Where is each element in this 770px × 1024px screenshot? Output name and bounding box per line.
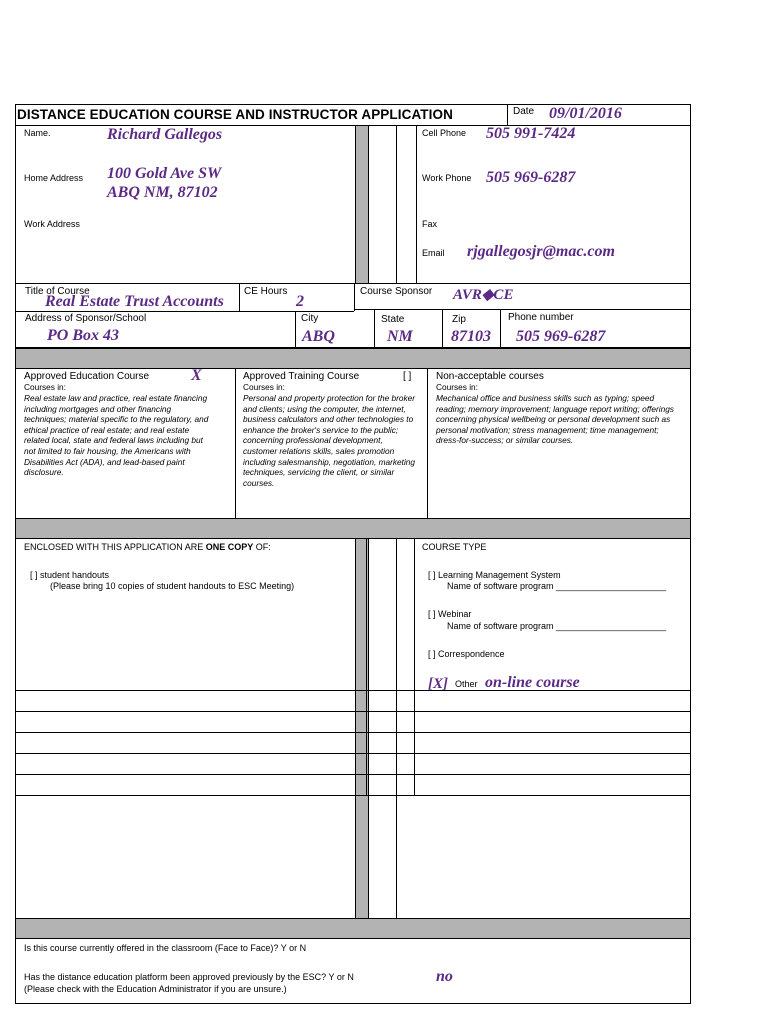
nonacceptable-body: Mechanical office and business skills such as typing; speed reading; memory improvement; language report writing; offerings concerning physical wellbeing or personal development such as personal motivation; stress management; time management; dress-for-success; or similar courses. bbox=[436, 393, 674, 446]
divider bbox=[414, 538, 415, 795]
other-label: Other bbox=[455, 679, 478, 689]
enclosed-block bbox=[15, 538, 691, 919]
correspondence-checkbox[interactable]: [ ] Correspondence bbox=[428, 649, 505, 659]
nonacceptable-sub: Courses in: bbox=[436, 382, 478, 392]
course-title-label: Title of Course bbox=[25, 286, 90, 297]
approved-training-heading: Approved Training Course bbox=[243, 371, 360, 382]
work-address-label: Work Address bbox=[24, 219, 80, 229]
home-address-label: Home Address bbox=[24, 173, 84, 183]
divider bbox=[354, 309, 691, 310]
phone-number-label: Phone number bbox=[508, 312, 574, 323]
lms-checkbox[interactable]: [ ] Learning Management System bbox=[428, 570, 561, 580]
course-sponsor-label: Course Sponsor bbox=[360, 286, 433, 297]
webinar-software-field[interactable]: Name of software program ______________________ bbox=[447, 621, 667, 631]
divider bbox=[15, 732, 691, 733]
enclosed-heading: ENCLOSED WITH THIS APPLICATION ARE ONE COPY OF: bbox=[24, 542, 271, 552]
platform-note: (Please check with the Education Administrator if you are unsure.) bbox=[24, 984, 287, 994]
phone-number-value[interactable]: 505 969-6287 bbox=[516, 328, 606, 345]
student-handouts-note: (Please bring 10 copies of student handouts to ESC Meeting) bbox=[50, 581, 295, 591]
divider bbox=[239, 283, 240, 311]
approved-training-body: Personal and property protection for the broker and clients; using the computer, the internet, business calculators and other technologies to enhance the broker's service to the public; concerning professional development, customer relations skills, sales promotion including salesmanship, negotiation, marketing techniques, servicing the client, or similar courses. bbox=[243, 393, 416, 488]
course-title-value[interactable]: Real Estate Trust Accounts bbox=[45, 293, 224, 310]
sponsor-address-value[interactable]: PO Box 43 bbox=[47, 327, 119, 344]
email-label: Email bbox=[422, 248, 445, 258]
divider bbox=[442, 309, 443, 348]
city-label: City bbox=[301, 313, 319, 324]
divider bbox=[15, 311, 354, 312]
gray-band bbox=[15, 918, 691, 939]
city-value[interactable]: ABQ bbox=[302, 328, 335, 345]
approved-training-sub: Courses in: bbox=[243, 382, 285, 392]
divider bbox=[396, 538, 397, 919]
fax-label: Fax bbox=[422, 219, 438, 229]
home-address-line2[interactable]: ABQ NM, 87102 bbox=[107, 184, 218, 201]
divider bbox=[427, 368, 428, 519]
divider bbox=[416, 125, 417, 284]
ce-hours-label: CE Hours bbox=[244, 286, 288, 297]
course-type-heading: COURSE TYPE bbox=[422, 542, 487, 552]
divider bbox=[366, 538, 367, 795]
platform-question: Has the distance education platform been approved previously by the ESC? Y or N bbox=[24, 972, 354, 982]
work-phone-value[interactable]: 505 969-6287 bbox=[486, 169, 576, 186]
webinar-checkbox[interactable]: [ ] Webinar bbox=[428, 609, 472, 619]
other-value[interactable]: on-line course bbox=[485, 674, 580, 691]
zip-value[interactable]: 87103 bbox=[451, 328, 491, 345]
ce-hours-value[interactable]: 2 bbox=[296, 293, 304, 310]
divider bbox=[15, 774, 691, 775]
cell-phone-value[interactable]: 505 991-7424 bbox=[486, 125, 576, 142]
state-label: State bbox=[381, 314, 405, 325]
zip-label: Zip bbox=[452, 314, 466, 325]
date-label: Date bbox=[513, 106, 535, 117]
lms-software-field[interactable]: Name of software program ______________________ bbox=[447, 581, 667, 591]
student-handouts-checkbox[interactable]: [ ] student handouts bbox=[30, 570, 110, 580]
classroom-question: Is this course currently offered in the classroom (Face to Face)? Y or N bbox=[24, 943, 307, 953]
approved-education-body: Real estate law and practice, real estate financing including mortgages and other financing techniques; material specific to the regulatory, and ethical practice of real estate; and real estate related local, state and federal laws including but not limited to fair housing, the Americans with Disabilities Act (ADA), and lead-based paint disclosure. bbox=[24, 393, 209, 478]
course-sponsor-value[interactable]: AVR◆CE bbox=[453, 287, 514, 303]
divider bbox=[15, 795, 691, 796]
form-title: DISTANCE EDUCATION COURSE AND INSTRUCTOR APPLICATION bbox=[17, 107, 453, 122]
cell-phone-label: Cell Phone bbox=[422, 128, 467, 138]
date-value[interactable]: 09/01/2016 bbox=[549, 105, 622, 122]
work-phone-label: Work Phone bbox=[422, 173, 472, 183]
gray-band bbox=[15, 518, 691, 539]
divider bbox=[374, 309, 375, 348]
divider bbox=[15, 753, 691, 754]
name-value[interactable]: Richard Gallegos bbox=[107, 126, 223, 143]
approved-education-checkbox[interactable]: X bbox=[191, 367, 202, 384]
other-checkbox[interactable]: [X] bbox=[428, 676, 448, 692]
state-value[interactable]: NM bbox=[387, 328, 413, 345]
gray-column bbox=[355, 125, 369, 284]
home-address-line1[interactable]: 100 Gold Ave SW bbox=[107, 165, 222, 182]
divider bbox=[500, 309, 501, 348]
divider bbox=[235, 368, 236, 519]
divider bbox=[354, 283, 355, 311]
divider bbox=[396, 125, 397, 284]
name-label: Name. bbox=[24, 128, 51, 138]
gray-band bbox=[15, 348, 691, 369]
nonacceptable-heading: Non-acceptable courses bbox=[436, 371, 544, 382]
approved-training-checkbox[interactable]: [ ] bbox=[403, 371, 412, 382]
platform-answer[interactable]: no bbox=[436, 968, 453, 985]
divider bbox=[507, 104, 508, 126]
divider bbox=[295, 311, 296, 348]
sponsor-address-label: Address of Sponsor/School bbox=[25, 313, 147, 324]
approved-education-heading: Approved Education Course bbox=[24, 371, 150, 382]
approved-education-sub: Courses in: bbox=[24, 382, 66, 392]
divider bbox=[15, 690, 691, 691]
email-value[interactable]: rjgallegosjr@mac.com bbox=[467, 243, 615, 260]
divider bbox=[15, 711, 691, 712]
